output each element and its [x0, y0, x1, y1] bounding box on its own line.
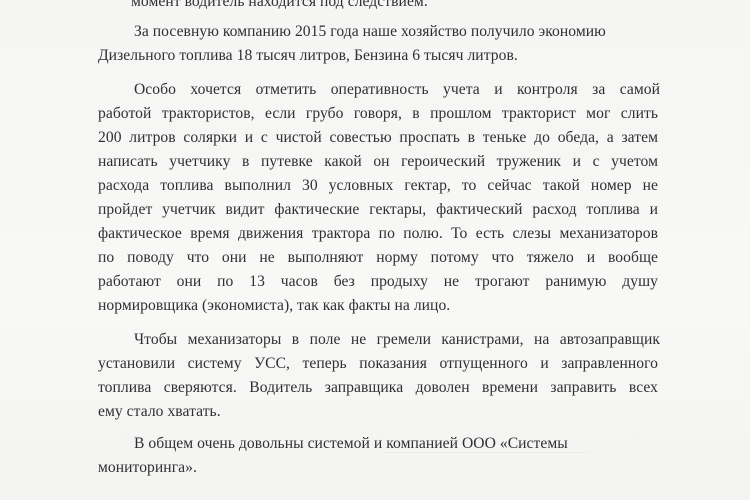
text-line: нормировщика (экономиста), так как факты на лицо. — [98, 297, 451, 314]
text-line: Особо хочется отметить оперативность учета и контроля за самой — [134, 81, 660, 98]
text-line: В общем очень довольны системой и компанией ООО «Системы — [134, 435, 568, 452]
text-line: Чтобы механизаторы в поле не гремели канистрами, на автозаправщик — [134, 331, 660, 348]
text-line: мониторинга». — [98, 459, 197, 476]
text-line: За посевную компанию 2015 года наше хозяйство получило экономию — [134, 23, 606, 40]
text-line: работают они по 13 часов без продыху не трогают ранимую душу — [98, 273, 658, 290]
text-line: топлива сверяются. Водитель заправщика доволен времени заправить всех — [98, 379, 658, 396]
text-line: 200 литров солярки и с чистой совестью проспать в теньке до обеда, а затем — [98, 129, 658, 146]
text-line: написать учетчику в путевке какой он героический труженик и с учетом — [98, 153, 658, 170]
text-line: пройдет учетчик видит фактические гектары, фактический расход топлива и — [98, 201, 658, 218]
text-line: ему стало хватать. — [98, 403, 221, 420]
text-line: Дизельного топлива 18 тысяч литров, Бензина 6 тысяч литров. — [98, 47, 518, 64]
text-line: работой трактористов, если грубо говоря, в прошлом тракторист мог слить — [98, 105, 658, 122]
text-line: фактическое время движения трактора по полю. То есть слезы механизаторов — [98, 225, 658, 242]
text-line: по поводу что они не выполняют норму потому что тяжело и вообще — [98, 249, 658, 266]
paper-bleed-through — [380, 452, 590, 453]
text-line: момент водитель находится под следствием. — [131, 0, 428, 10]
text-line: установили систему УСС, теперь показания отпущенного и заправленного — [98, 355, 658, 372]
text-line: расхода топлива выполнил 30 условных гектар, то сейчас такой номер не — [98, 177, 658, 194]
